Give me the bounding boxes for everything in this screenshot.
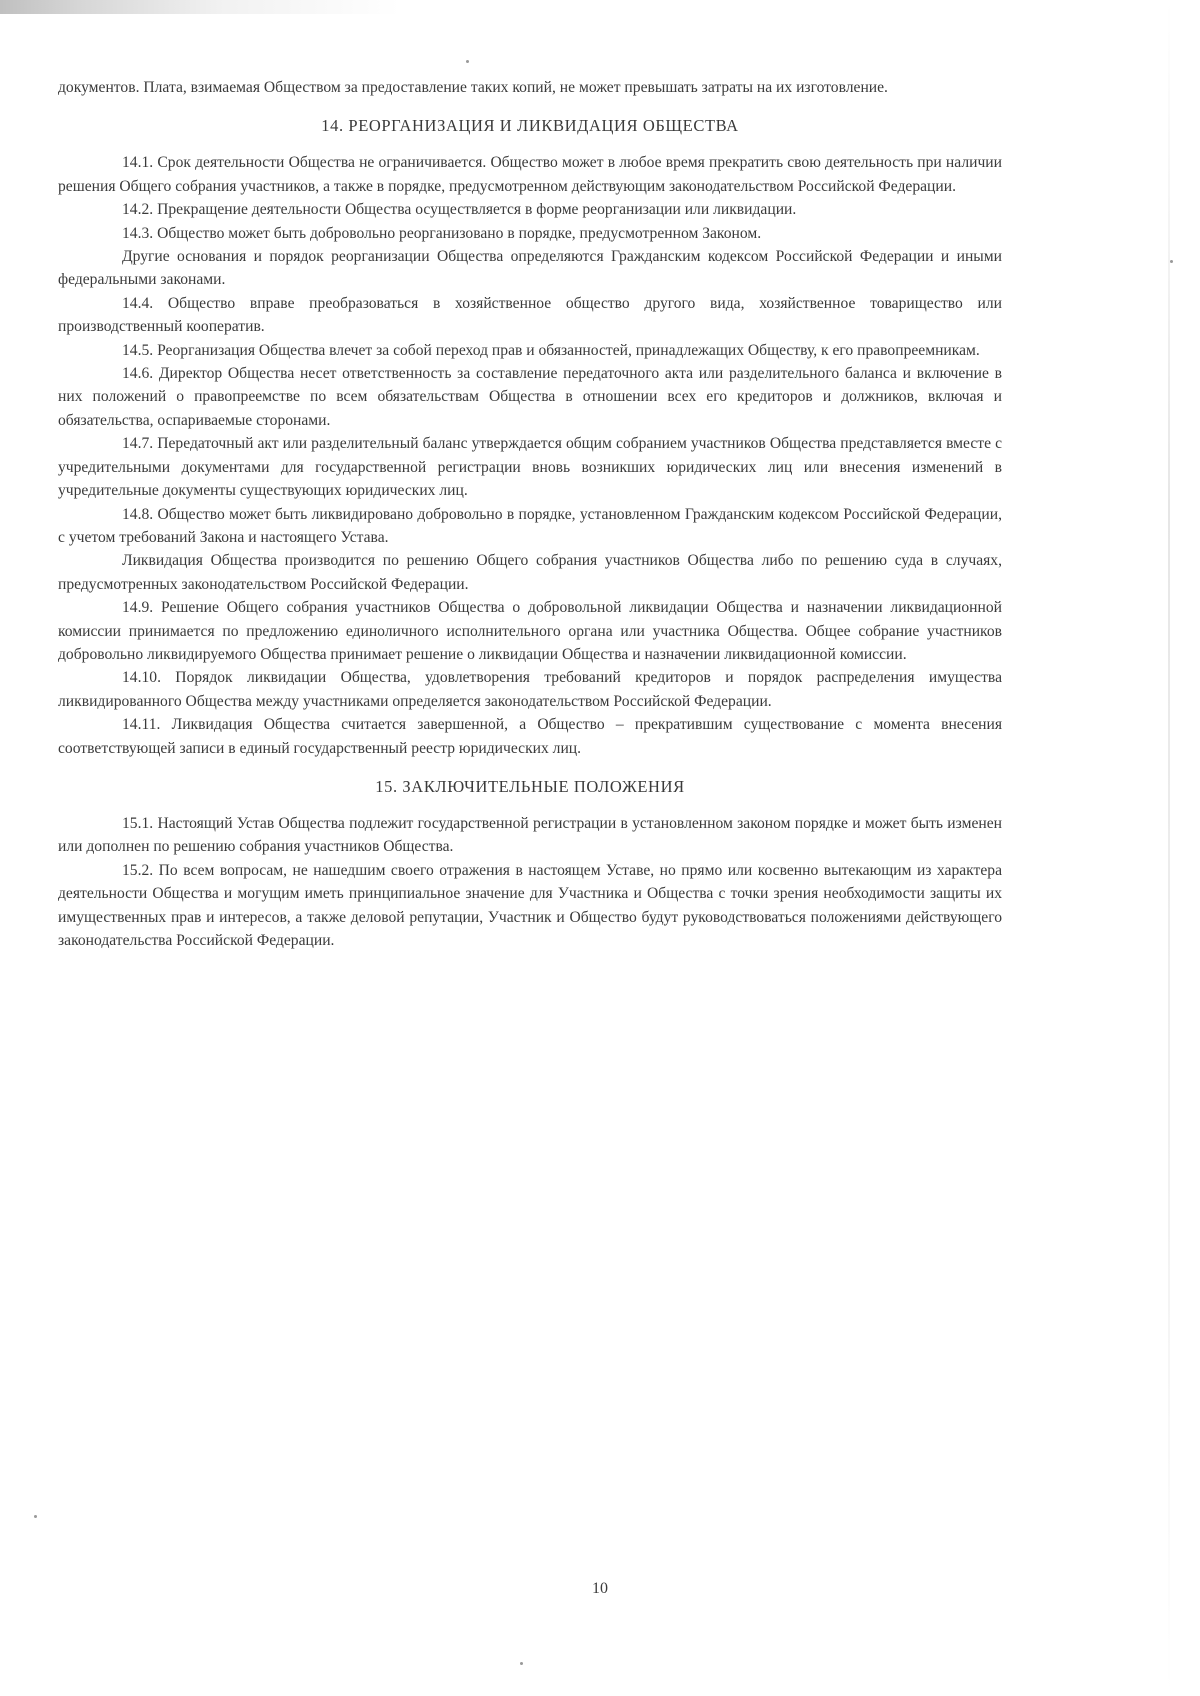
scan-speck (1170, 260, 1173, 263)
paragraph-14-5: 14.5. Реорганизация Общества влечет за собой переход прав и обязанностей, принадлежащих Обществу, к его правопреемникам. (122, 341, 980, 359)
paragraph-15-2: 15.2. По всем вопросам, не нашедшим своего отражения в настоящем Уставе, но прямо или косвенно вытекающим из характера деятельности Общества и могущим иметь принципиальное значение для Участника и Общества с точки зрения необходимости защиты их имущественных прав и интересов, а также деловой репутации, Участник и Общество будут руководствоваться положениями действующего законодательства Российской Федерации. (58, 861, 1002, 949)
document-page (58, 76, 1002, 952)
paragraph-14-7: 14.7. Передаточный акт или разделительный баланс утверждается общим собранием участников Общества представляется вместе с учредительными документами для государственной регистрации вновь возникших юридических лиц или внесения изменений в учредительные документы существующих юридических лиц. (58, 435, 1002, 500)
paragraph-14-10: 14.10. Порядок ликвидации Общества, удовлетворения требований кредиторов и порядок распределения имущества ликвидированного Общества между участниками определяется законодательством Российской Федерации. (58, 669, 1002, 710)
paragraph-14-3-other-grounds: Другие основания и порядок реорганизации Общества определяются Гражданским кодексом Российской Федерации и иными федеральными законами. (58, 248, 1002, 289)
scan-edge-shadow (0, 0, 400, 14)
paragraph-14-4: 14.4. Общество вправе преобразоваться в хозяйственное общество другого вида, хозяйственное товарищество или производственный кооператив. (58, 294, 1002, 336)
paragraph-14-8: 14.8. Общество может быть ликвидировано добровольно в порядке, установленном Гражданским кодексом Российской Федерации, с учетом требований Закона и настоящего Устава. (58, 505, 1002, 546)
scan-speck (520, 1662, 523, 1665)
page-number: 10 (592, 1580, 608, 1597)
scan-speck (34, 1515, 37, 1518)
section-title: 15. ЗАКЛЮЧИТЕЛЬНЫЕ ПОЛОЖЕНИЯ (375, 776, 685, 796)
section-title: 14. РЕОРГАНИЗАЦИЯ И ЛИКВИДАЦИЯ ОБЩЕСТВА (321, 116, 739, 136)
paragraph-14-3: 14.3. Общество может быть добровольно реорганизовано в порядке, предусмотренном Законом. (122, 224, 762, 242)
paragraph-15-1: 15.1. Настоящий Устав Общества подлежит государственной регистрации в установленном законом порядке и может быть изменен или дополнен по решению собрания участников Общества. (58, 814, 1002, 856)
paragraph-14-11: 14.11. Ликвидация Общества считается завершенной, а Общество – прекратившим существование с момента внесения соответствующей записи в единый государственный реестр юридических лиц. (58, 716, 1002, 757)
paragraph-14-8-liquidation: Ликвидация Общества производится по решению Общего собрания участников Общества либо по решению суда в случаях, предусмотренных законодательством Российской Федерации. (58, 552, 1002, 593)
paragraph-14-9: 14.9. Решение Общего собрания участников Общества о добровольной ликвидации Общества и назначении ликвидационной комиссии принимается по предложению единоличного исполнительного органа или участника Общества. Общее собрание участников добровольно ликвидируемого Общества принимает решение о ликвидации Общества и назначении ликвидационной комиссии. (58, 599, 1002, 663)
scan-speck (466, 60, 469, 63)
paragraph-14-1: 14.1. Срок деятельности Общества не ограничивается. Общество может в любое время прекратить свою деятельность при наличии решения Общего собрания участников, а также в порядке, предусмотренном действующим законодательством Российской Федерации. (58, 154, 1002, 195)
scan-edge-line (1168, 0, 1170, 1696)
paragraph-14-6: 14.6. Директор Общества несет ответственность за составление передаточного акта или разделительного баланса и включение в них положений о правопреемстве по всем обязательствам Общества в отношении всех его кредиторов и должников, включая и обязательства, оспариваемые сторонами. (58, 365, 1002, 429)
continued-paragraph: документов. Плата, взимаемая Обществом за предоставление таких копий, не может превышать затраты на их изготовление. (58, 79, 888, 96)
paragraph-14-2: 14.2. Прекращение деятельности Общества осуществляется в форме реорганизации или ликвидации. (122, 201, 797, 219)
